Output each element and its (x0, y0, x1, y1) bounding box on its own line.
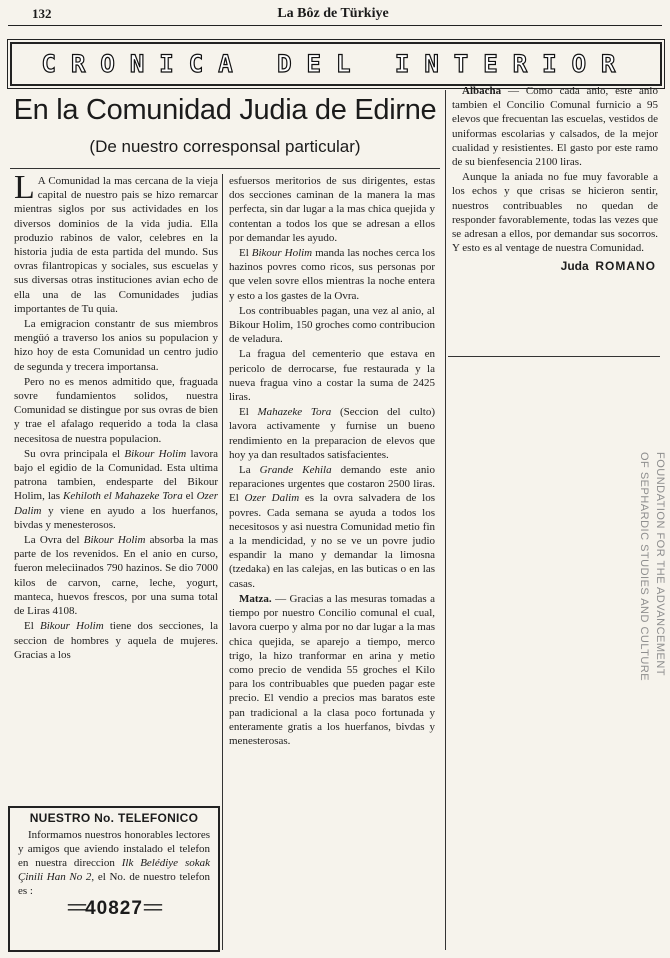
text-run: La (239, 464, 260, 477)
text-run: (Seccion del culto) lavora activamente y furnise un bueno rendimiento en la preparacion de elevos que hoy ya dan resultados satisfacientes. (229, 406, 435, 461)
running-head-rule (8, 25, 662, 26)
number-ornament: == (142, 898, 162, 919)
text-run: Informamos nuestros honorables lectores y amigos que aviendo instalado el telefon en nuestra direccion (18, 829, 210, 869)
article-headline: En la Comunidad Judia de Edirne (13, 94, 437, 126)
paragraph: Pero no es menos admitido que, fraguada sovre fundamientos solidos, nuestra Comunidad se distingue por sus ovras de bien y trae el afalago requerido a toda la clasa necesitosa de nuestra populacion. (14, 375, 218, 445)
office-address: Ilk Belédiye sokak Çinili Han No 2 (18, 857, 210, 883)
italic-name: Kehiloth el Mahazeke Tora (63, 490, 183, 503)
telephone-notice-box (8, 806, 220, 952)
text-run: absorba la mas parte de los revenidos. En el anio en curso, fueron meleciinados 790 hazinos. Se dio 7000 kilos de carvon, carne, leche, yogurt, manteca, huevos frescos, por una suma total de Liras 4108. (14, 534, 218, 618)
italic-name: Grande Kehila (259, 464, 332, 477)
author-signature (452, 259, 658, 273)
paragraph (229, 246, 435, 303)
author-last-name: ROMANO (595, 259, 656, 274)
italic-name: Bikour Holim (83, 534, 146, 547)
paragraph (229, 463, 435, 591)
paragraph: La fragua del cementerio que estava en pericolo de derrocarse, fue restaurada y la nueva fragua vino a costar la suma de 2425 liras. (229, 348, 435, 404)
column-3-end-rule (448, 356, 660, 357)
page-number: 132 (32, 6, 52, 21)
section-banner-text: CRONICA DEL INTERIOR (41, 50, 631, 78)
archive-stamp-line-1: FOUNDATION FOR THE ADVANCEMENT (654, 452, 666, 677)
archive-stamp (632, 452, 668, 772)
column-rule-1 (222, 174, 223, 950)
text-run: manda las noches cerca los hazinos povres como ricos, sus personas por que velen sovre ellos mientras la noche entera y esto a los gastes de la Ovra. (229, 247, 435, 302)
paragraph: La emigracion constantr de sus miembros mengüó a traverso los anios su populacion y hizo hoy de esta Comunidad un centro judio de segunda y trecera importansa. (14, 318, 218, 373)
text-run: y viene en ayudo a los huerfanos, bivdas y menesterosos. (14, 504, 218, 531)
italic-name: Mahazeke Tora (257, 406, 332, 419)
italic-name: Ozer Dalim (244, 492, 300, 505)
article-column-3 (452, 84, 658, 274)
column-rule-2 (445, 90, 446, 950)
text-run: — Como cada anio, este anio tambien el Concilio Comunal furnicio a 95 elevos que frecuentan las escuelas, vestidos de uniformas escolarias y calsados, de la mejor cualidad y resistientes. El gasto por este ramo de su bienfesencia 2100 liras. (452, 85, 658, 169)
paragraph (452, 84, 658, 169)
paragraph: Los contribuables pagan, una vez al anio, al Bikour Holim, 150 groches como contribucion de veladura. (229, 304, 435, 346)
paragraph: esfuersos meritorios de sus dirigentes, estas dos secciones caminan de la manera la mas perfecta, sin dar lugar a la mas chica quejida y contentan a todos los que se adresan a ellos por demandar les ayudo. (229, 175, 435, 244)
text-run: es la ovra salvadera de los povres. Cada semana se ayuda a todos los necesitosos y asi nuestra Comunidad metio fin a la mendicidad, y no se ve un povre judio espandir la mano y demandar la limosna (tzedaka) en las calejas, en las buticas o en las casas. (229, 492, 435, 590)
paragraph (229, 592, 435, 748)
drop-cap: L (14, 174, 35, 206)
paragraph (14, 533, 218, 618)
paragraph (14, 619, 218, 662)
italic-name: Bikour Holim (124, 447, 187, 460)
text-run: Su ovra principala el (24, 447, 125, 460)
paragraph-lead: Albacha (462, 85, 502, 97)
paragraph-text: A Comunidad la mas cercana de la vieja capital de nuestro pais se hizo remarcar mientras siglos por sus actividades en los diversos dominios de la vida judia. Ella produzio rabinos de valor, celebres en la historia judia de esta partida del mundo. Sus ovras filantropicas y sociales, sus escuelas y sus diversas otras instituciones avian echo de ella una de las Comunidades judias importantes de Tu quia. (14, 175, 218, 315)
section-banner (10, 42, 662, 86)
headline-rule (10, 168, 440, 169)
text-run: El (239, 406, 258, 419)
running-head (8, 6, 658, 24)
text-run: el (182, 490, 197, 503)
article-column-1 (14, 174, 218, 806)
archive-stamp-line-2: OF SEPHARDIC STUDIES AND CULTURE (638, 452, 650, 682)
text-run: tiene dos secciones, la seccion de hombres y aquela de mujeres. Gracias a los (14, 620, 218, 661)
paragraph (229, 405, 435, 462)
text-run: demando este anio reparaciones urgentes que costaron 2500 liras. El (229, 464, 435, 505)
text-run: El (239, 247, 252, 260)
journal-name: La Bôz de Türkiye (277, 6, 389, 21)
italic-name: Bikour Holim (251, 247, 313, 260)
telephone-notice-title: NUESTRO No. TELEFONICO (29, 811, 199, 825)
author-first-name: Juda (560, 259, 589, 274)
text-run: , el No. de nuestro telefon es : (18, 871, 211, 897)
paragraph: Aunque la aniada no fue muy favorable a los echos y que crisas se hicieron sentir, nuestros contribuables no quedan de responder favorablemente, todas las vezes que se adresan a ellos, por demandar sus socorros. Y esto es al ventage de nuestra Comunidad. (452, 171, 658, 255)
article-column-2 (229, 174, 435, 950)
italic-name: Bikour Holim (40, 620, 104, 633)
text-run: — Gracias a las mesuras tomadas a tiempo por nuestro Concilio comunal el cual, lavora cuerpo y alma por no dar lugar a la mas chica quejida, se aparejo a tiempo, merco trigo, la hizo tranformar en arina y metio como precio de vendida 55 groches el Kilo para los contribuables que pueden pagar este precio. El vendio a precios mas baratos este pan tradicional a la clasa poco fortunada y enteramente gratis a los huerfanos, bivdas y menesterosas. (229, 592, 435, 747)
paragraph (14, 174, 218, 316)
telephone-notice-text (18, 828, 210, 898)
number-ornament: == (66, 898, 86, 919)
italic-name: Ozer Dalim (14, 490, 218, 517)
text-run: La Ovra del (24, 534, 84, 547)
paragraph-lead: Matza. (239, 592, 272, 605)
telephone-number-value: 40827 (85, 898, 143, 919)
telephone-number (18, 898, 210, 919)
paragraph (14, 447, 218, 532)
article-subhead: (De nuestro corresponsal particular) (89, 137, 361, 156)
text-run: El (24, 620, 40, 633)
text-run: lavora bajo el egidio de la Comunidad. Esta ultima patrona tambien, endesparte del Bikour Holim, las (14, 447, 218, 503)
